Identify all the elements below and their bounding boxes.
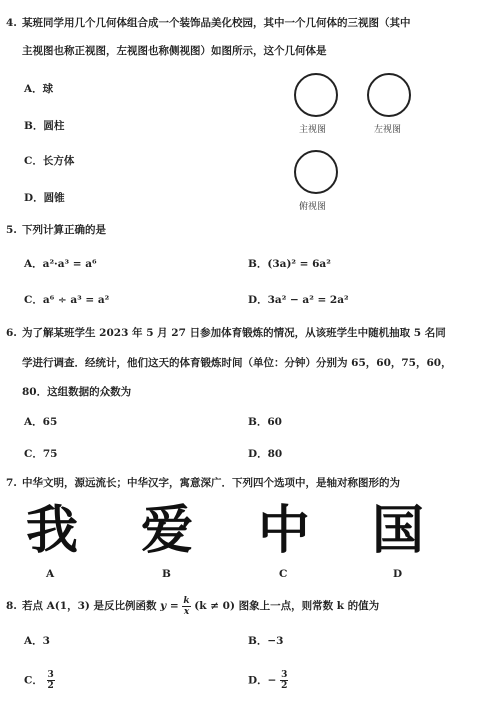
q4-stem-line2: 主视图也称正视图，左视图也称侧视图）如图所示，这个几何体是 (22, 45, 327, 57)
glyph-label-a: A (46, 568, 55, 580)
q8-option-d-numerator: 3 (281, 670, 288, 680)
q8-option-d (248, 670, 288, 691)
glyph-option-c: 中 (257, 501, 310, 561)
q8-func-y: y = (160, 600, 179, 612)
q6-stem-line3: 80．这组数据的众数为 (22, 386, 132, 398)
q8-option-c-denominator: 2 (47, 681, 54, 691)
q8-func-fraction (182, 596, 190, 617)
q6-option-c: C．75 (24, 448, 58, 460)
q4-option-b: B．圆柱 (24, 120, 65, 132)
q5-number: 5. (6, 224, 17, 236)
q6-option-d: D．80 (248, 448, 283, 460)
q6-option-a: A．65 (24, 416, 58, 428)
side-view-circle (367, 73, 411, 117)
glyph-option-a: 我 (25, 501, 78, 561)
q8-stem-part2: 图象上一点，则常数 k 的值为 (238, 600, 380, 612)
q8-option-c-numerator: 3 (47, 670, 54, 680)
q5-option-d: D．3a² − a² = 2a² (248, 294, 349, 306)
q8-number: 8. (6, 600, 17, 612)
q6-option-b: B．60 (248, 416, 282, 428)
q8-option-b: B．−3 (248, 635, 284, 647)
glyph-option-d: 国 (371, 501, 424, 561)
q6-stem-line2: 学进行调查．经统计，他们这天的体育锻炼时间（单位：分钟）分别为 65，60，75，60， (22, 357, 452, 369)
q8-stem (22, 592, 379, 620)
q8-stem-part1: 若点 A(1，3) 是反比例函数 (22, 600, 157, 612)
front-view-label: 主视图 (299, 125, 327, 135)
glyph-label-c: C (279, 568, 288, 580)
q8-func-denominator: x (183, 606, 190, 617)
q5-option-b: B．(3a)² = 6a² (248, 258, 331, 270)
q7-stem: 中华文明，源远流长；中华汉字，寓意深广．下列四个选项中，是轴对称图形的为 (22, 477, 400, 489)
q8-func-condition: (k ≠ 0) (194, 600, 235, 612)
q4-option-a: A．球 (24, 83, 54, 95)
q8-option-d-denominator: 2 (281, 681, 288, 691)
top-view-label: 俯视图 (299, 202, 327, 212)
q5-option-c: C．a⁶ ÷ a³ = a² (24, 294, 110, 306)
q4-number: 4. (6, 17, 17, 29)
q4-option-c: C．长方体 (24, 155, 75, 167)
q8-func-numerator: k (183, 595, 190, 606)
glyph-option-b: 爱 (140, 501, 193, 561)
q5-stem: 下列计算正确的是 (22, 224, 106, 236)
glyph-label-b: B (162, 568, 171, 580)
top-view-circle (294, 150, 338, 194)
q8-option-a: A．3 (24, 635, 50, 647)
q4-stem-line1: 某班同学用几个几何体组合成一个装饰品美化校园，其中一个几何体的三视图（其中 (22, 17, 411, 29)
q8-option-c-label: C． (24, 674, 43, 687)
q6-number: 6. (6, 327, 17, 339)
glyph-label-d: D (393, 568, 403, 580)
q8-option-d-fraction (280, 670, 288, 691)
side-view-label: 左视图 (374, 125, 402, 135)
q4-option-d: D．圆锥 (24, 192, 65, 204)
q7-number: 7. (6, 477, 17, 489)
q6-stem-line1: 为了解某班学生 2023 年 5 月 27 日参加体育锻炼的情况，从该班学生中随机抽取 5 名同 (22, 327, 446, 339)
q8-option-c (24, 670, 55, 691)
q8-option-c-fraction (47, 670, 55, 691)
front-view-circle (294, 73, 338, 117)
q5-option-a: A．a²·a³ = a⁶ (24, 258, 97, 270)
q8-option-d-label: D．− (248, 674, 277, 687)
